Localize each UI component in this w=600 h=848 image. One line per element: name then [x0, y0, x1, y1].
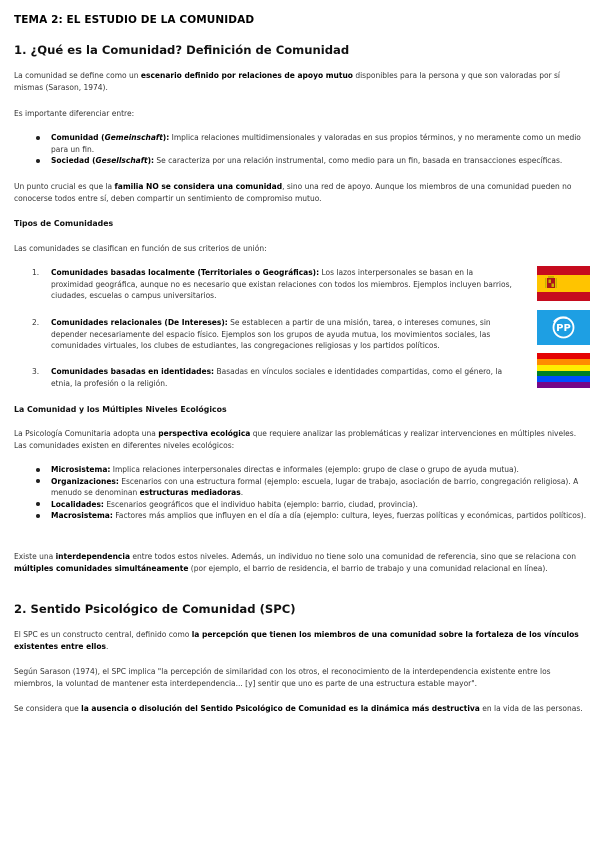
spc-absence-paragraph: Se considera que la ausencia o disolución del Sentido Psicológico de Comunidad es la dinámica más destructiva en la vida de las personas. — [14, 704, 583, 713]
section-1-heading: 1. ¿Qué es la Comunidad? Definición de Comunidad — [14, 43, 350, 57]
section-2-heading: 2. Sentido Psicológico de Comunidad (SPC) — [14, 602, 296, 616]
list-item: Sociedad (Gesellschaft): Se caracteriza por una relación instrumental, como medio para un fin, basada en transacciones específicas. — [14, 155, 588, 167]
svg-text:PP: PP — [556, 323, 571, 334]
community-types-list-3 — [14, 366, 588, 389]
ecological-heading: La Comunidad y los Múltiples Niveles Ecológicos — [14, 405, 227, 414]
list-item: Comunidad (Gemeinschaft): Implica relaciones multidimensionales y valoradas en sus propios términos, y no meramente como un medio para un fin. — [14, 132, 588, 155]
document-title: TEMA 2: EL ESTUDIO DE LA COMUNIDAD — [14, 14, 255, 26]
list-item: 2. Comunidades relacionales (De Intereses): Se establecen a partir de una misión, tarea, o intereses comunes, sin depender necesariamente del espacio físico. Ejemplos son los grupos de ayuda mutua, los movimientos sociales, las comunidades virtuales, los clubes de estudiantes, las congregaciones religiosas y los partidos políticos. — [32, 318, 491, 350]
list-item: Localidades: Escenarios geográficos que el individuo habita (ejemplo: barrio, ciudad, provincia). — [14, 499, 588, 511]
ecological-paragraph: La Psicología Comunitaria adopta una perspectiva ecológica que requiere analizar las problemáticas y realizar intervenciones en múltiples niveles. Las comunidades existen en diferentes niveles ecológicos: — [14, 429, 577, 450]
community-types-list-2 — [14, 317, 588, 352]
list-item: Organizaciones: Escenarios con una estructura formal (ejemplo: escuela, lugar de trabajo, asociación de barrio, congregación religiosa). A menudo se denominan estructuras mediadoras. — [14, 476, 588, 499]
community-types-list — [14, 267, 588, 302]
community-society-list — [14, 132, 588, 167]
rainbow-flag-icon — [537, 353, 590, 388]
list-item: Macrosistema: Factores más amplios que influyen en el día a día (ejemplo: cultura, leyes, fuerzas políticas y económicas, partidos políticos). — [14, 510, 588, 522]
spain-flag-icon — [537, 266, 590, 301]
pp-party-logo-icon — [537, 310, 590, 345]
list-item: 3. Comunidades basadas en identidades: Basadas en vínculos sociales e identidades compartidas, como el género, la etnia, la profesión o la religión. — [32, 367, 503, 388]
differentiate-paragraph: Es importante diferenciar entre: — [14, 109, 135, 118]
types-heading: Tipos de Comunidades — [14, 219, 114, 228]
definition-paragraph: La comunidad se define como un escenario definido por relaciones de apoyo mutuo disponibles para la persona y que son valoradas por sí mismas (Sarason, 1974). — [14, 71, 561, 92]
list-item: Microsistema: Implica relaciones interpersonales directas e informales (ejemplo: grupo de clase o grupo de ayuda mutua). — [14, 464, 588, 476]
types-intro: Las comunidades se clasifican en función de sus criterios de unión: — [14, 244, 267, 253]
list-item: 1. Comunidades basadas localmente (Territoriales o Geográficas): Los lazos interpersonales se basan en la proximidad geográfica, aunque no es necesario que existan relaciones con todos los miembros. Ejemplos incluyen barrios, ciudades, escuelas o campus universitarios. — [32, 268, 512, 300]
sarason-quote-paragraph: Según Sarason (1974), el SPC implica "la percepción de similaridad con los otros, el reconocimiento de la interdependencia existente entre los miembros, la voluntad de mantener esta interdependencia... [y] sentir que uno es parte de una estructura estable mayor". — [14, 667, 551, 688]
family-paragraph: Un punto crucial es que la familia NO se considera una comunidad, sino una red de apoyo. Aunque los miembros de una comunidad pueden no conocerse todos entre sí, deben compartir un sentimiento de compromiso mutuo. — [14, 182, 572, 203]
interdependence-paragraph: Existe una interdependencia entre todos estos niveles. Además, un individuo no tiene solo una comunidad de referencia, sino que se relaciona con múltiples comunidades simultáneamente (por ejemplo, el barrio de residencia, el barrio de trabajo y una comunidad relacional en línea). — [14, 552, 576, 573]
ecological-levels-list — [14, 464, 588, 522]
spc-definition-paragraph: El SPC es un constructo central, definido como la percepción que tienen los miembros de una comunidad sobre la fortaleza de los vínculos existentes entre ellos. — [14, 630, 579, 651]
